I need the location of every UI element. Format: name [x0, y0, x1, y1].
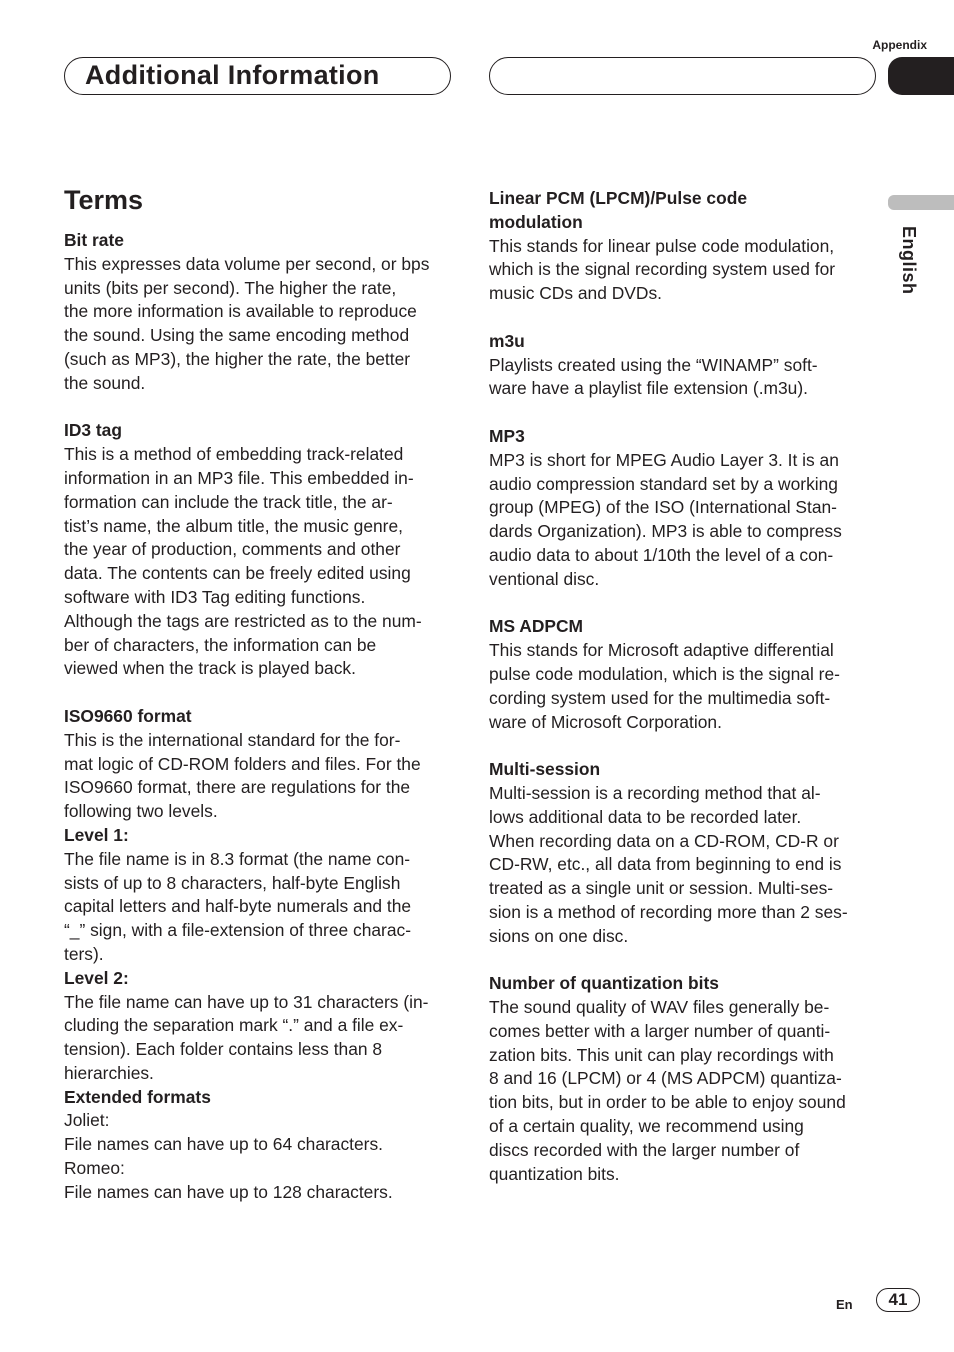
footer-language-code: En [836, 1297, 853, 1312]
term-heading: Linear PCM (LPCM)/Pulse code modulation [489, 188, 747, 232]
term-multi-session [489, 758, 881, 948]
term-quantization-bits [489, 972, 881, 1186]
term-ms-adpcm [489, 615, 881, 734]
right-column [489, 187, 881, 1210]
term-lpcm [489, 187, 881, 306]
term-heading: m3u [489, 330, 525, 351]
term-m3u [489, 330, 881, 401]
appendix-label: Appendix [872, 38, 927, 52]
header-empty-box [489, 57, 876, 95]
level1-heading: Level 1: [64, 824, 129, 845]
extended-formats-description: Joliet: File names can have up to 64 characters. Romeo: File names can have up to 128 characters. [64, 1110, 393, 1202]
term-iso9660-format [64, 705, 456, 1205]
term-description: MP3 is short for MPEG Audio Layer 3. It is an audio compression standard set by a working group (MPEG) of the ISO (International Stan- dards Organization). MP3 is able to compress audio data to about 1/10th the level of a con- ventional disc. [489, 449, 842, 589]
section-tab-marker [888, 57, 954, 95]
term-id3-tag [64, 419, 456, 681]
term-description: This stands for Microsoft adaptive differential pulse code modulation, which is the signal re- cording system used for the multimedia soft- ware of Microsoft Corporation. [489, 640, 840, 732]
term-heading: ID3 tag [64, 420, 122, 441]
language-tab-label: English [899, 226, 919, 295]
term-description: The sound quality of WAV files generally be- comes better with a larger number of quanti- zation bits. This unit can play recordings with 8 and 16 (LPCM) or 4 (MS ADPCM) quantiza- tion bits, but in order to be able to enjoy sound of a certain quality, we recommend using discs recorded with the larger number of quantization bits. [489, 997, 846, 1184]
page-number: 41 [876, 1288, 920, 1312]
section-header-box [64, 57, 451, 95]
term-heading: Multi-session [489, 759, 601, 780]
term-description: Multi-session is a recording method that al- lows additional data to be recorded later. When recording data on a CD-ROM, CD-R or CD-RW, etc., all data from beginning to end is treated as a single unit or session. Multi-ses- sion is a method of recording more than 2 ses- sions on one disc. [489, 782, 848, 946]
level2-description: The file name can have up to 31 characters (in- cluding the separation mark “.” and a file ex- tension). Each folder contains less than 8 hierarchies. [64, 991, 429, 1083]
level2-heading: Level 2: [64, 967, 129, 988]
extended-formats-heading: Extended formats [64, 1086, 211, 1107]
section-header-title: Additional Information [85, 60, 380, 90]
term-heading: ISO9660 format [64, 705, 192, 726]
term-description: This is a method of embedding track-related information in an MP3 file. This embedded in- formation can include the track title, the ar- tist’s name, the album title, the music genre, the year of production, comments and other data. The contents can be freely edited using software with ID3 Tag editing functions. Although the tags are restricted as to the num- ber of characters, the information can be viewed when the track is played back. [64, 444, 422, 679]
term-description: This expresses data volume per second, or bps units (bits per second). The higher the rate, the more information is available to reproduce the sound. Using the same encoding method (such as MP3), the higher the rate, the better the sound. [64, 253, 430, 393]
term-mp3 [489, 425, 881, 592]
term-heading: Number of quantization bits [489, 973, 719, 994]
term-description: This stands for linear pulse code modulation, which is the signal recording system used for music CDs and DVDs. [489, 235, 836, 304]
term-heading: Bit rate [64, 230, 124, 250]
term-description: Playlists created using the “WINAMP” soft- ware have a playlist file extension (.m3u). [489, 354, 818, 399]
term-heading: MP3 [489, 425, 525, 446]
level1-description: The file name is in 8.3 format (the name con- sists of up to 8 characters, half-byte English capital letters and half-byte numerals and the “_” sign, with a file-extension of three charac- ters). [64, 848, 412, 964]
language-tab-marker [888, 195, 954, 210]
term-description: This is the international standard for the for- mat logic of CD-ROM folders and files. For the ISO9660 format, there are regulations for the following two levels. [64, 729, 421, 822]
term-bit-rate [64, 229, 456, 396]
term-heading: MS ADPCM [489, 616, 584, 637]
left-column [64, 183, 456, 1228]
page-title: Terms [64, 185, 144, 215]
